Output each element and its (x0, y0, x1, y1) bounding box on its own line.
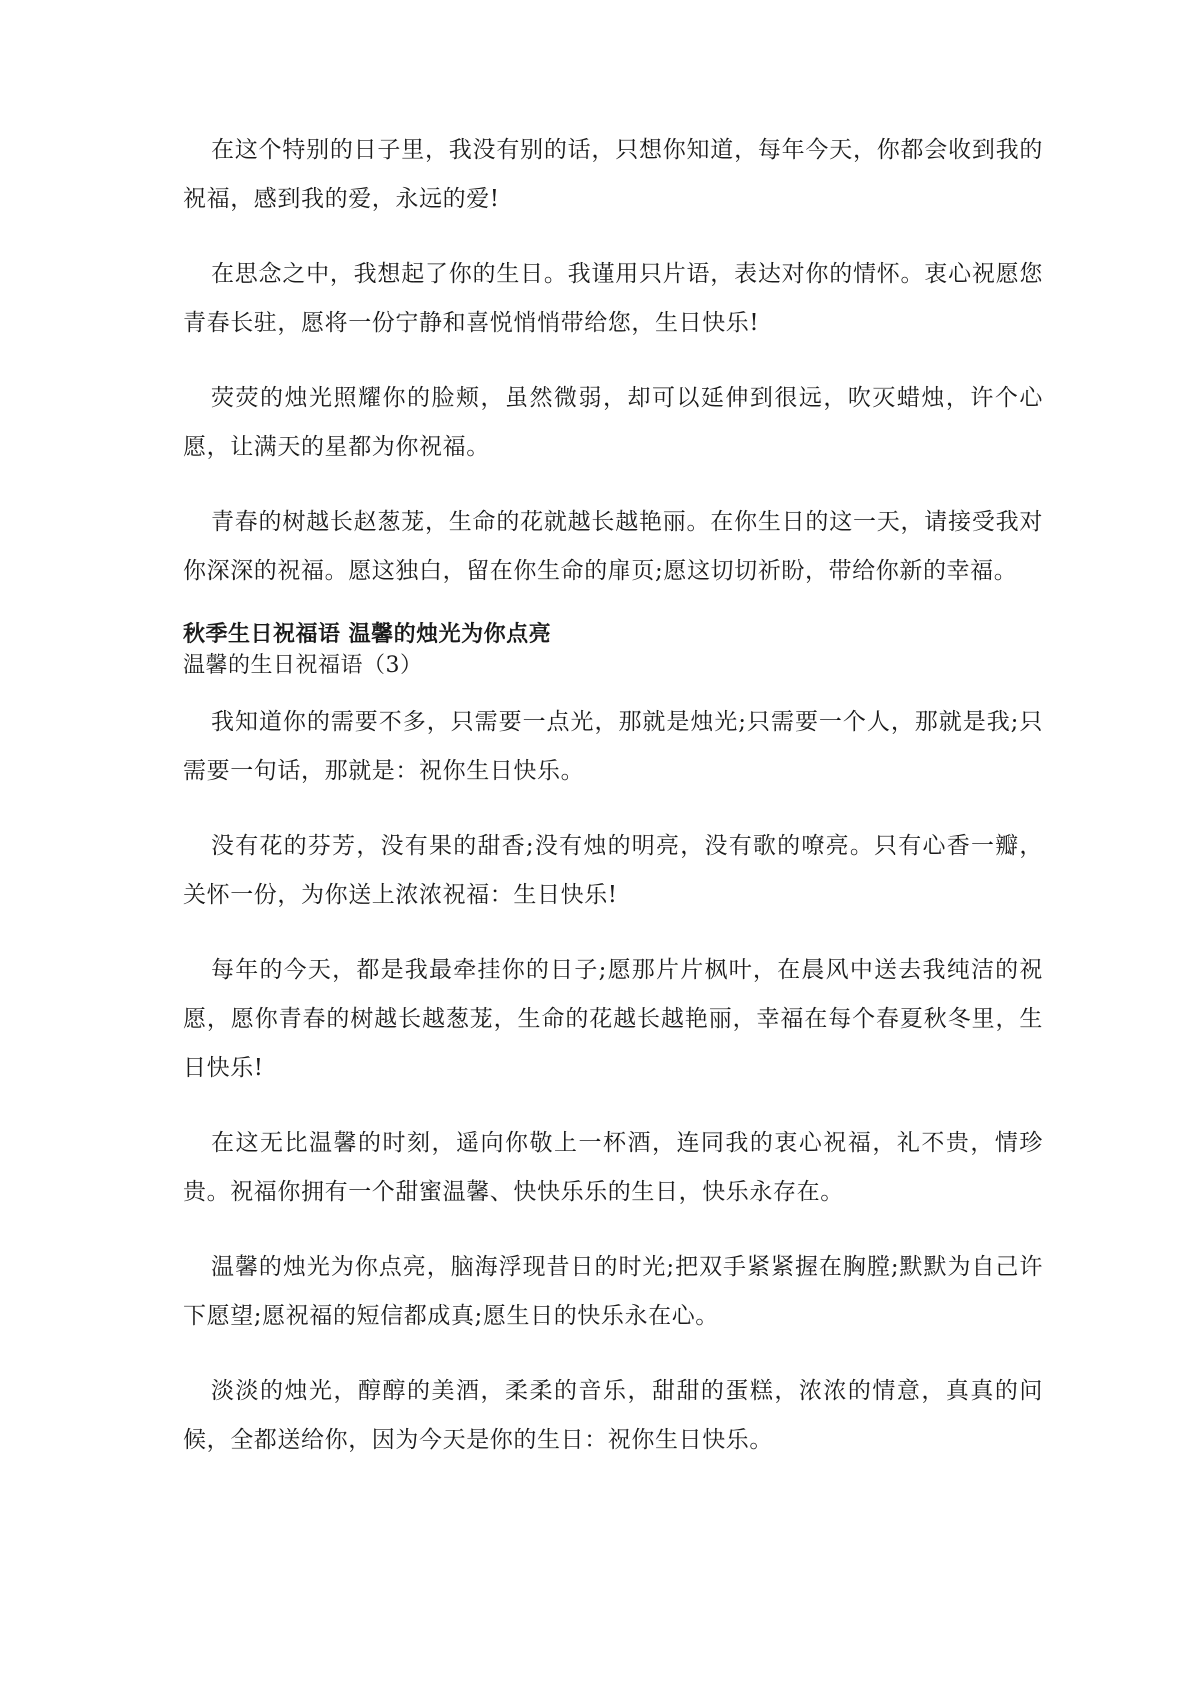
paragraph: 温馨的烛光为你点亮，脑海浮现昔日的时光;把双手紧紧握在胸膛;默默为自己许下愿望;愿祝福的短信都成真;愿生日的快乐永在心。 (183, 1254, 1043, 1329)
document-page (183, 126, 1043, 1465)
section-heading: 秋季生日祝福语 温馨的烛光为你点亮 (183, 622, 552, 647)
paragraph: 淡淡的烛光，醇醇的美酒，柔柔的音乐，甜甜的蛋糕，浓浓的情意，真真的问候，全都送给你，因为今天是你的生日：祝你生日快乐。 (183, 1378, 1043, 1453)
paragraph: 青春的树越长赵葱茏，生命的花就越长越艳丽。在你生日的这一天，请接受我对你深深的祝福。愿这独白，留在你生命的扉页;愿这切切祈盼，带给你新的幸福。 (183, 509, 1043, 584)
section-subheading: 温馨的生日祝福语（3） (183, 653, 423, 678)
paragraph: 在这无比温馨的时刻，遥向你敬上一杯酒，连同我的衷心祝福，礼不贵，情珍贵。祝福你拥有一个甜蜜温馨、快快乐乐的生日，快乐永存在。 (183, 1130, 1043, 1205)
paragraph: 在这个特别的日子里，我没有别的话，只想你知道，每年今天，你都会收到我的祝福，感到我的爱，永远的爱! (183, 137, 1043, 212)
paragraph: 每年的今天，都是我最牵挂你的日子;愿那片片枫叶，在晨风中送去我纯洁的祝愿，愿你青春的树越长越葱茏，生命的花越长越艳丽，幸福在每个春夏秋冬里，生日快乐! (183, 957, 1043, 1081)
paragraph: 在思念之中，我想起了你的生日。我谨用只片语，表达对你的情怀。衷心祝愿您青春长驻，愿将一份宁静和喜悦悄悄带给您，生日快乐! (183, 261, 1043, 336)
paragraph: 荧荧的烛光照耀你的脸颊，虽然微弱，却可以延伸到很远，吹灭蜡烛，许个心愿，让满天的星都为你祝福。 (183, 385, 1043, 460)
paragraph: 我知道你的需要不多，只需要一点光，那就是烛光;只需要一个人，那就是我;只需要一句话，那就是：祝你生日快乐。 (183, 709, 1043, 784)
paragraph: 没有花的芬芳，没有果的甜香;没有烛的明亮，没有歌的嘹亮。只有心香一瓣，关怀一份，为你送上浓浓祝福：生日快乐! (183, 833, 1043, 908)
